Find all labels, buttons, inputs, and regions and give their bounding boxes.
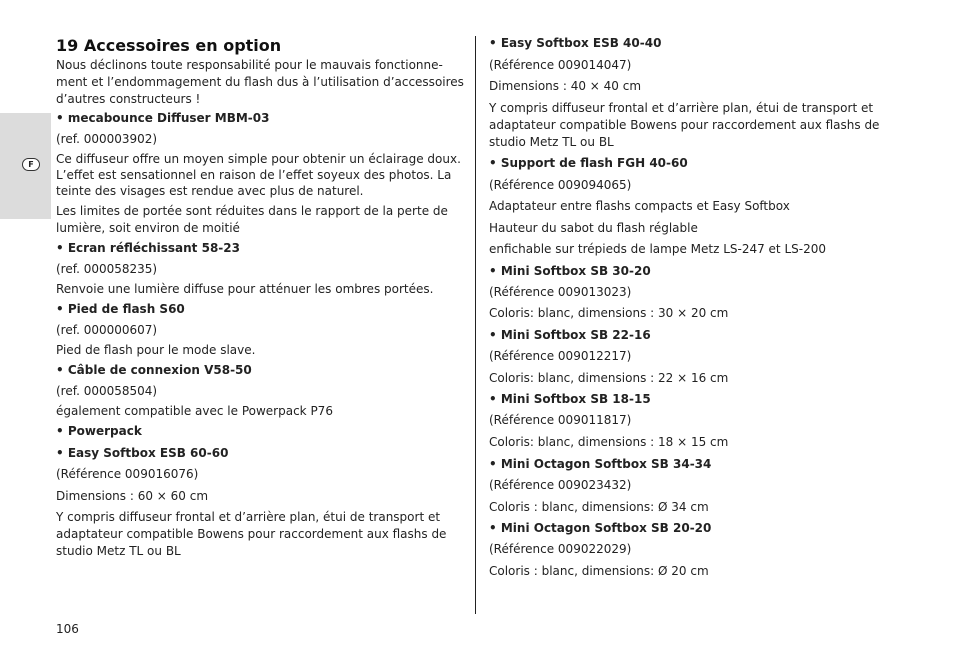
intro-line: Nous déclinons toute responsabilité pour le mauvais fonctionne- [56,58,443,72]
item-heading: • Mini Octagon Softbox SB 20-20 [489,521,712,535]
item-description: Pied de flash pour le mode slave. [56,343,256,357]
item-reference: (ref. 000058504) [56,384,158,398]
item-heading: • Easy Softbox ESB 60-60 [56,446,229,460]
item-description: Dimensions : 40 × 40 cm [489,79,642,93]
page-number: 106 [56,622,79,636]
item-description: L’effet est sensationnel en raison de l’effet soyeux des photos. La [56,168,452,182]
item-description: Y compris diffuseur frontal et d’arrière plan, étui de transport et [489,101,874,115]
item-reference: (Référence 009013023) [489,285,632,299]
item-reference: (Référence 009023432) [489,478,632,492]
item-heading: • Support de flash FGH 40-60 [489,156,688,170]
item-heading: • Easy Softbox ESB 40-40 [489,36,662,50]
item-reference: (Référence 009014047) [489,58,632,72]
section-title: 19 Accessoires en option [56,36,282,55]
item-description: Coloris: blanc, dimensions : 18 × 15 cm [489,435,729,449]
item-heading: • Pied de flash S60 [56,302,185,316]
item-description: adaptateur compatible Bowens pour raccordement aux flashs de [56,527,447,541]
item-description: Dimensions : 60 × 60 cm [56,489,209,503]
item-heading: • Mini Softbox SB 18-15 [489,392,651,406]
item-description: Adaptateur entre flashs compacts et Easy Softbox [489,199,790,213]
item-description: Coloris: blanc, dimensions : 30 × 20 cm [489,306,729,320]
item-reference: (Référence 009094065) [489,178,632,192]
item-description: Y compris diffuseur frontal et d’arrière plan, étui de transport et [56,510,441,524]
item-reference: (Référence 009022029) [489,542,632,556]
language-badge: F [22,158,40,171]
item-heading: • Ecran réfléchissant 58-23 [56,241,240,255]
item-heading: • Câble de connexion V58-50 [56,363,252,377]
item-description: Coloris : blanc, dimensions: Ø 20 cm [489,564,709,578]
item-description: Ce diffuseur offre un moyen simple pour obtenir un éclairage doux. [56,152,461,166]
item-description: studio Metz TL ou BL [56,544,181,558]
item-reference: (Référence 009011817) [489,413,632,427]
item-heading: • Mini Softbox SB 22-16 [489,328,651,342]
item-heading: • Powerpack [56,424,142,438]
intro-line: ment et l’endommagement du flash dus à l’utilisation d’accessoires [56,75,464,89]
item-heading: • mecabounce Diffuser MBM-03 [56,111,270,125]
item-heading: • Mini Octagon Softbox SB 34-34 [489,457,712,471]
item-description: teinte des visages est rendue avec plus de naturel. [56,184,364,198]
item-description: Renvoie une lumière diffuse pour atténuer les ombres portées. [56,282,434,296]
item-description: adaptateur compatible Bowens pour raccordement aux flashs de [489,118,880,132]
item-description: studio Metz TL ou BL [489,135,614,149]
item-heading: • Mini Softbox SB 30-20 [489,264,651,278]
item-reference: (Référence 009012217) [489,349,632,363]
item-reference: (ref. 000058235) [56,262,158,276]
item-description: Coloris: blanc, dimensions : 22 × 16 cm [489,371,729,385]
item-description: Coloris : blanc, dimensions: Ø 34 cm [489,500,709,514]
item-reference: (ref. 000003902) [56,132,158,146]
column-divider [475,36,476,614]
item-description: enfichable sur trépieds de lampe Metz LS-247 et LS-200 [489,242,826,256]
item-description: Hauteur du sabot du flash réglable [489,221,698,235]
item-description: Les limites de portée sont réduites dans le rapport de la perte de [56,204,448,218]
intro-line: d’autres constructeurs ! [56,92,201,106]
item-description: lumière, soit environ de moitié [56,221,240,235]
item-description: également compatible avec le Powerpack P76 [56,404,333,418]
item-reference: (ref. 000000607) [56,323,158,337]
item-reference: (Référence 009016076) [56,467,199,481]
